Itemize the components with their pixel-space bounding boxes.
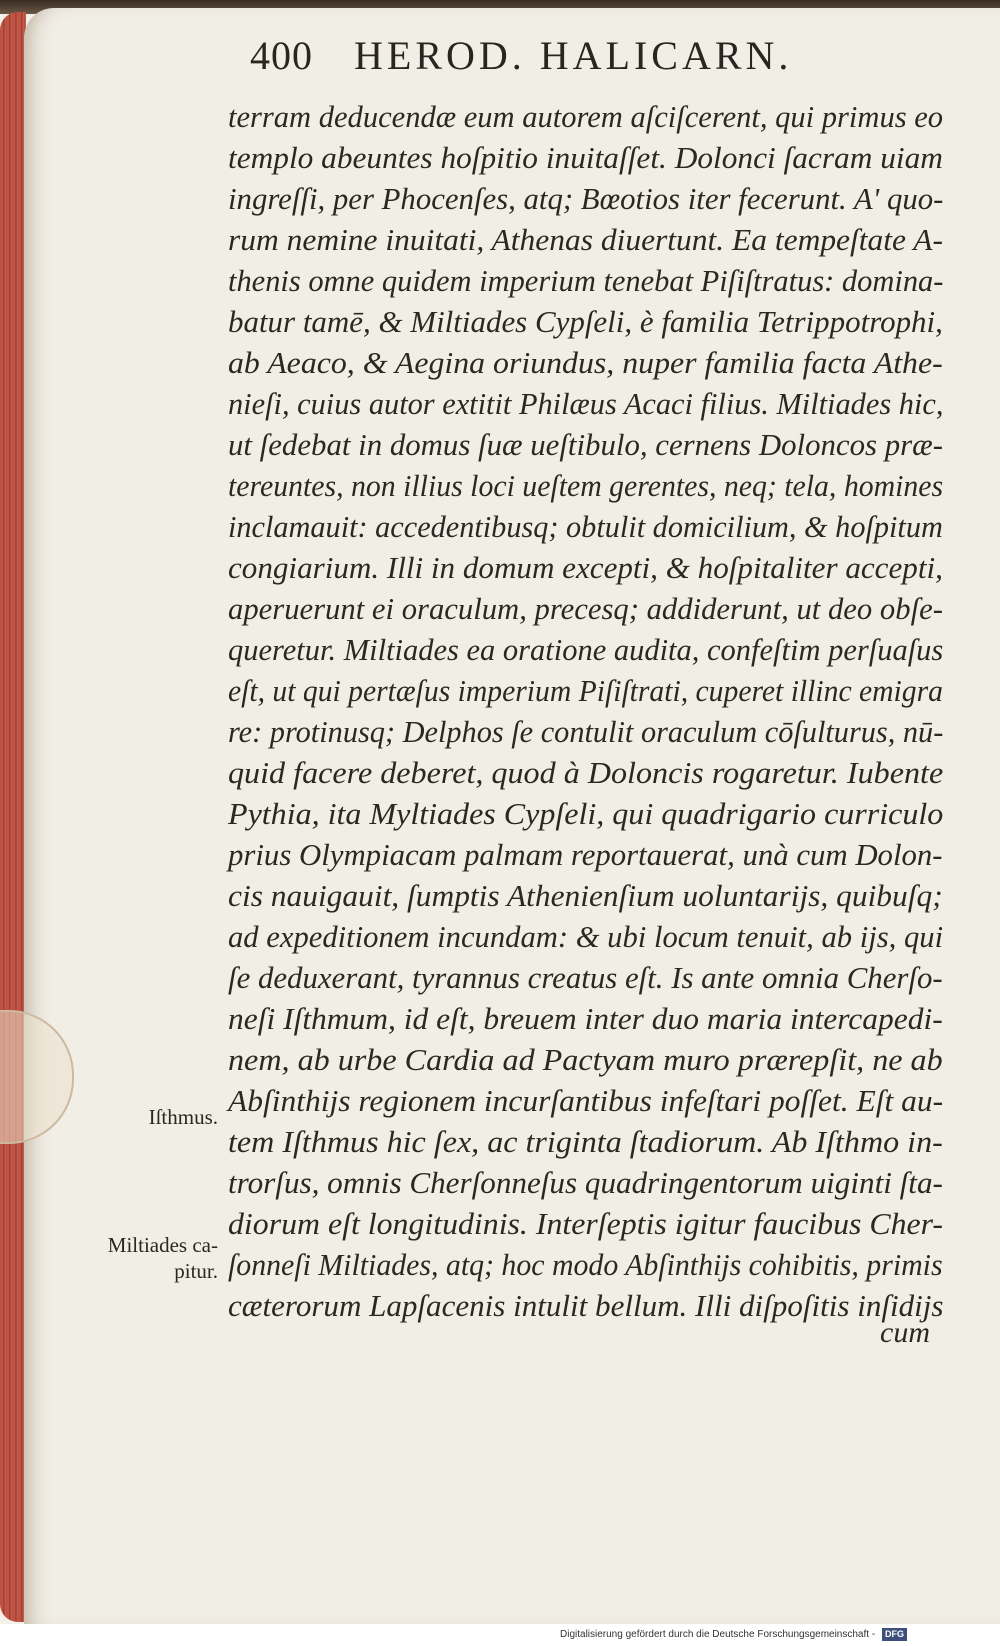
body-text [228, 96, 943, 1326]
text-line: prius Olympiacam palmam reportauerat, unà cum Dolon- [228, 837, 943, 872]
margin-note-line: pitur. [174, 1259, 218, 1283]
text-line: tem Iſthmus hic ſex, ac triginta ſtadiorum. Ab Iſthmo in- [228, 1124, 943, 1159]
text-line: cis nauigauit, ſumptis Athenienſium uoluntarijs, quibuſq; [228, 878, 943, 913]
text-line: inclamauit: accedentibusq; obtulit domicilium, & hoſpitum [228, 509, 943, 544]
margin-note-miltiades [40, 1232, 218, 1284]
text-line: ut ſedebat in domus ſuæ ueſtibulo, cernens Doloncos præ- [228, 427, 943, 462]
text-line: trorſus, omnis Cherſonneſus quadringentorum uiginti ſta- [228, 1165, 943, 1200]
margin-note-text: Iſthmus. [148, 1105, 218, 1129]
page-number: 400 [250, 33, 313, 78]
text-line: ſonneſi Miltiades, atq; hoc modo Abſinthijs cohibitis, primis [228, 1247, 943, 1282]
text-line: diorum eſt longitudinis. Interſeptis igitur faucibus Cher- [228, 1206, 944, 1241]
text-line: batur tamē, & Miltiades Cypſeli, è familia Tetrippotrophi, [228, 304, 943, 339]
text-line: aperuerunt ei oraculum, precesq; addiderunt, ut deo obſe- [228, 591, 943, 626]
running-title: HEROD. HALICARN. [354, 33, 793, 78]
text-line: eſt, ut qui pertæſus imperium Piſiſtrati, cuperet illinc emigra [228, 673, 943, 708]
page-edge-red [0, 12, 26, 1622]
text-line: ab Aeaco, & Aegina oriundus, nuper familia facta Athe- [228, 345, 943, 380]
text-line: Pythia, ita Myltiades Cypſeli, qui quadrigario curriculo [228, 796, 944, 831]
text-line: ſe deduxerant, tyrannus creatus eſt. Is ante omnia Cherſo- [228, 960, 943, 995]
text-line: nem, ab urbe Cardia ad Pactyam muro prærepſit, ne ab [228, 1042, 943, 1077]
text-line: cæterorum Lapſacenis intulit bellum. Illi diſpoſitis inſidijs [228, 1288, 944, 1323]
text-line: Abſinthijs regionem incurſantibus infeſtari poſſet. Eſt au- [228, 1083, 944, 1118]
text-line: thenis omne quidem imperium tenebat Piſiſtratus: domina- [228, 263, 944, 298]
text-line: tereuntes, non illius loci ueſtem gerentes, neq; tela, homines [228, 468, 944, 503]
text-line: re: protinusq; Delphos ſe contulit oraculum cōſulturus, nū- [228, 714, 944, 749]
text-line: queretur. Miltiades ea oratione audita, confeſtim perſuaſus [228, 632, 944, 667]
text-line: ingreſſi, per Phocenſes, atq; Bœotios iter fecerunt. A' quo- [228, 181, 944, 216]
text-line: neſi Iſthmum, id eſt, breuem inter duo maria intercapedi- [228, 1001, 943, 1036]
running-head [0, 30, 1000, 80]
text-line: ad expeditionem incundam: & ubi locum tenuit, ab ijs, qui [228, 919, 944, 954]
text-line: congiarium. Illi in domum excepti, & hoſpitaliter accepti, [228, 550, 943, 585]
margin-note-line: Miltiades ca- [107, 1233, 218, 1257]
margin-note-isthmus [100, 1104, 218, 1130]
dfg-logo: DFG [882, 1628, 907, 1641]
text-line: templo abeuntes hoſpitio inuitaſſet. Dolonci ſacram uiam [228, 140, 943, 175]
text-line: nieſi, cuius autor extitit Philæus Acaci filius. Miltiades hic, [228, 386, 944, 421]
credit-text: Digitalisierung gefördert durch die Deutsche Forschungsgemeinschaft - [560, 1629, 876, 1640]
digitization-credit [560, 1626, 907, 1644]
text-line: terram deducendæ eum autorem aſciſcerent, qui primus eo [228, 99, 944, 134]
catchword: cum [880, 1316, 930, 1349]
text-line: rum nemine inuitati, Athenas diuertunt. Ea tempeſtate A- [228, 222, 944, 257]
text-line: quid facere deberet, quod à Doloncis rogaretur. Iubente [228, 755, 944, 790]
